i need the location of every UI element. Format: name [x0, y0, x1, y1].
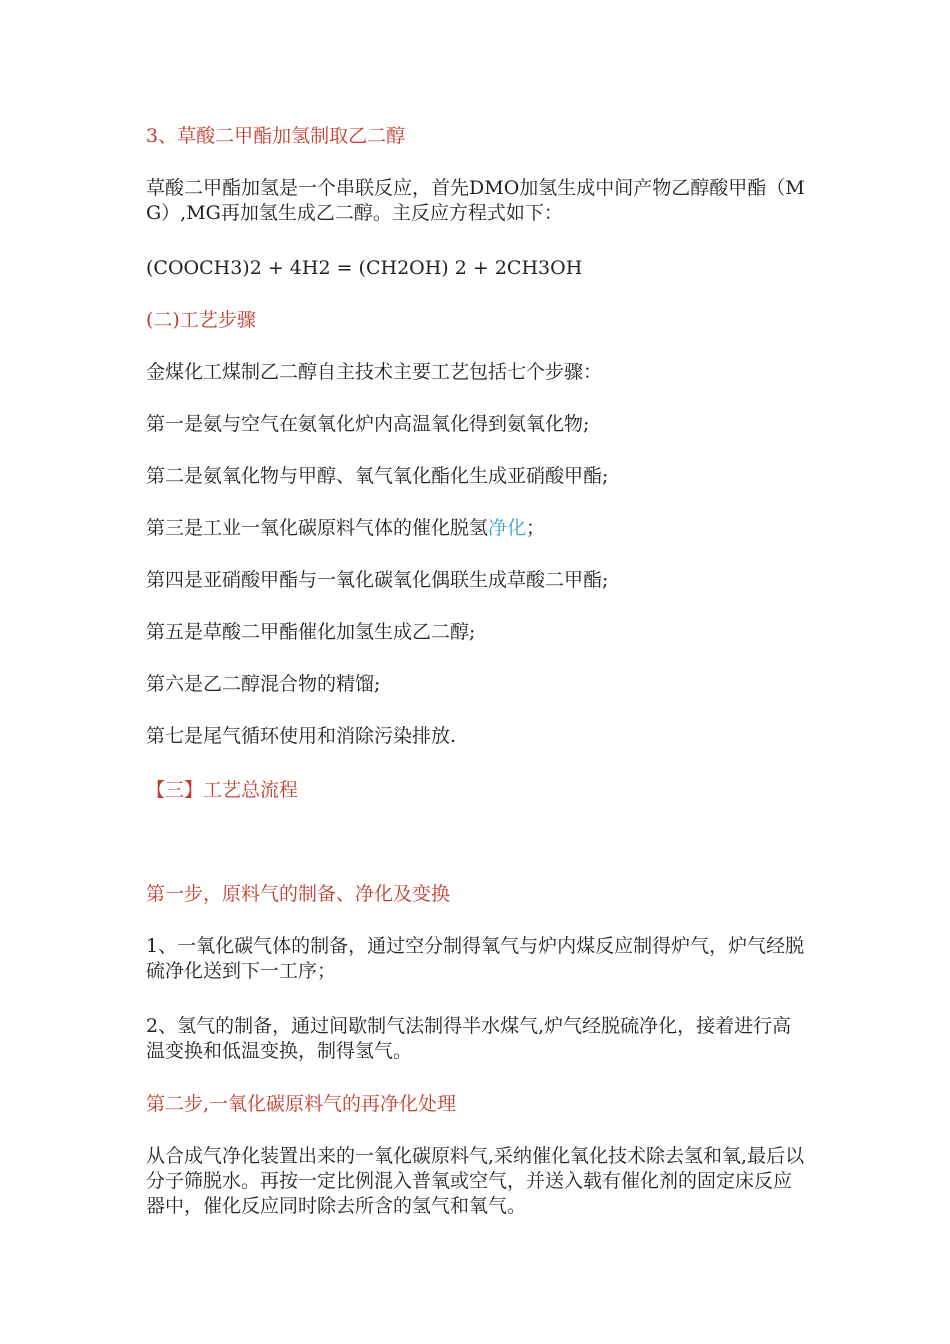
- stage-1-item-2: 2、氢气的制备，通过间歇制气法制得半水煤气,炉气经脱硫净化，接着进行高温变换和低温变换，制得氢气。: [146, 1015, 792, 1062]
- step-2: 第二是氨氧化物与甲醇、氧气氧化酯化生成亚硝酸甲酯;: [146, 465, 609, 487]
- stage-2-heading: 第二步,一氧化碳原料气的再净化处理: [146, 1093, 457, 1115]
- stage-2-paragraph: 从合成气净化装置出来的一氧化碳原料气,采纳催化氧化技术除去氢和氧,最后以分子筛脱水。再按一定比例混入普氧或空气，并送入载有催化剂的固定床反应器中，催化反应同时除去所含的氢气和氧气。: [146, 1145, 805, 1217]
- overall-process-heading: 【三】工艺总流程: [146, 779, 299, 801]
- step-7: 第七是尾气循环使用和消除污染排放.: [146, 725, 457, 747]
- step-4: 第四是亚硝酸甲酯与一氧化碳氧化偶联生成草酸二甲酯;: [146, 569, 609, 591]
- intro-paragraph: 草酸二甲酯加氢是一个串联反应，首先DMO加氢生成中间产物乙醇酸甲酯（MG）,MG再加氢生成乙二醇。主反应方程式如下：: [146, 177, 805, 224]
- step-3-end: ；: [526, 517, 546, 539]
- stage-1-item-1: 1、一氧化碳气体的制备，通过空分制得氧气与炉内煤反应制得炉气，炉气经脱硫净化送到下一工序；: [146, 935, 805, 982]
- section-heading: 3、草酸二甲酯加氢制取乙二醇: [146, 125, 406, 147]
- step-6: 第六是乙二醇混合物的精馏;: [146, 673, 381, 695]
- reaction-equation: (COOCH3)2 + 4H2 = (CH2OH) 2 + 2CH3OH: [146, 257, 583, 279]
- purification-link[interactable]: 净化: [488, 517, 527, 539]
- step-5: 第五是草酸二甲酯催化加氢生成乙二醇;: [146, 621, 476, 643]
- step-1: 第一是氨与空气在氨氧化炉内高温氧化得到氨氧化物;: [146, 413, 590, 435]
- step-3-text: 第三是工业一氧化碳原料气体的催化脱氢: [146, 517, 489, 539]
- step-3: [146, 516, 806, 541]
- steps-intro-paragraph: 金煤化工煤制乙二醇自主技术主要工艺包括七个步骤：: [146, 361, 603, 383]
- stage-1-heading: 第一步，原料气的制备、净化及变换: [146, 883, 451, 905]
- process-steps-heading: (二)工艺步骤: [146, 309, 256, 331]
